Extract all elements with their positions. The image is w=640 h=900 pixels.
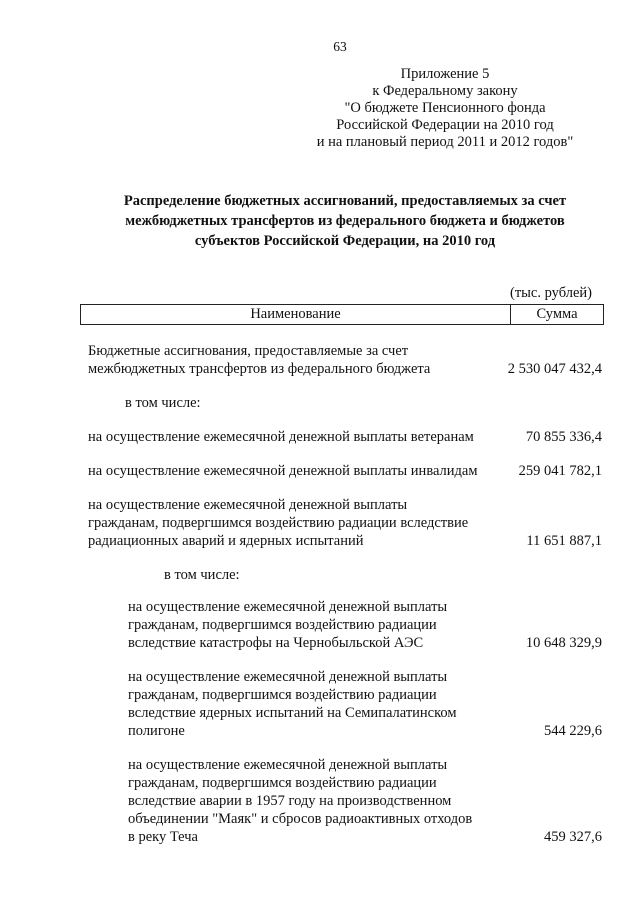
title-line: Распределение бюджетных ассигнований, предоставляемых за счет [123,193,567,209]
appendix-line: Приложение 5 [400,66,490,82]
column-header-sum: Сумма [536,306,578,322]
row-line: на осуществление ежемесячной денежной выплаты [88,497,408,513]
table-row-label [128,668,457,740]
title-line: субъектов Российской Федерации, на 2010 год [194,233,496,249]
table-row-label [88,462,478,480]
row-line: на осуществление ежемесячной денежной выплаты [128,599,448,615]
row-line: на осуществление ежемесячной денежной выплаты [128,757,448,773]
table-row-label [88,342,430,378]
table-row-amount: 544 229,6 [544,723,602,739]
table-row-label [128,756,472,846]
table-row-amount: 459 327,6 [544,829,602,845]
table-row-label [88,496,468,550]
row-line: гражданам, подвергшимся воздействию радиации [128,617,437,633]
row-line: радиационных аварий и ядерных испытаний [88,533,364,549]
appendix-reference [300,66,590,151]
row-line: в том числе: [125,395,201,411]
units-label: (тыс. рублей) [510,285,592,301]
page-number: 63 [333,39,347,54]
row-line: в том числе: [164,567,240,583]
document-title [95,191,595,251]
row-line: на осуществление ежемесячной денежной выплаты ветеранам [88,429,474,445]
appendix-line: "О бюджете Пенсионного фонда [344,100,546,116]
appendix-line: и на плановый период 2011 и 2012 годов" [316,134,574,150]
row-line: объединении "Маяк" и сбросов радиоактивных отходов [128,811,473,827]
row-line: на осуществление ежемесячной денежной выплаты инвалидам [88,463,478,479]
row-line: вследствие ядерных испытаний на Семипалатинском [128,705,457,721]
table-row-label [128,598,447,652]
row-line: на осуществление ежемесячной денежной выплаты [128,669,448,685]
table-row-amount: 259 041 782,1 [518,463,602,479]
table-row-amount: 70 855 336,4 [525,429,602,445]
column-header-name: Наименование [81,305,511,324]
table-header [80,304,604,325]
table-row-amount: 11 651 887,1 [526,533,602,549]
table-row-amount: 10 648 329,9 [525,635,602,651]
row-line: вследствие катастрофы на Чернобыльской АЭС [128,635,424,651]
appendix-line: к Федеральному закону [372,83,518,99]
row-line: гражданам, подвергшимся воздействию радиации [128,687,437,703]
row-line: в реку Теча [128,829,198,845]
table-row-label [125,394,201,412]
table-row-amount: 2 530 047 432,4 [507,361,602,377]
table-row-label [164,566,240,584]
appendix-line: Российской Федерации на 2010 год [336,117,554,133]
row-line: межбюджетных трансфертов из федерального бюджета [88,361,431,377]
table-row-label [88,428,474,446]
row-line: вследствие аварии в 1957 году на производственном [128,793,452,809]
row-line: гражданам, подвергшимся воздействию радиации [128,775,437,791]
row-line: Бюджетные ассигнования, предоставляемые за счет [88,343,409,359]
title-line: межбюджетных трансфертов из федерального бюджета и бюджетов [125,213,565,229]
row-line: полигоне [128,723,185,739]
row-line: гражданам, подвергшимся воздействию радиации вследствие [88,515,469,531]
